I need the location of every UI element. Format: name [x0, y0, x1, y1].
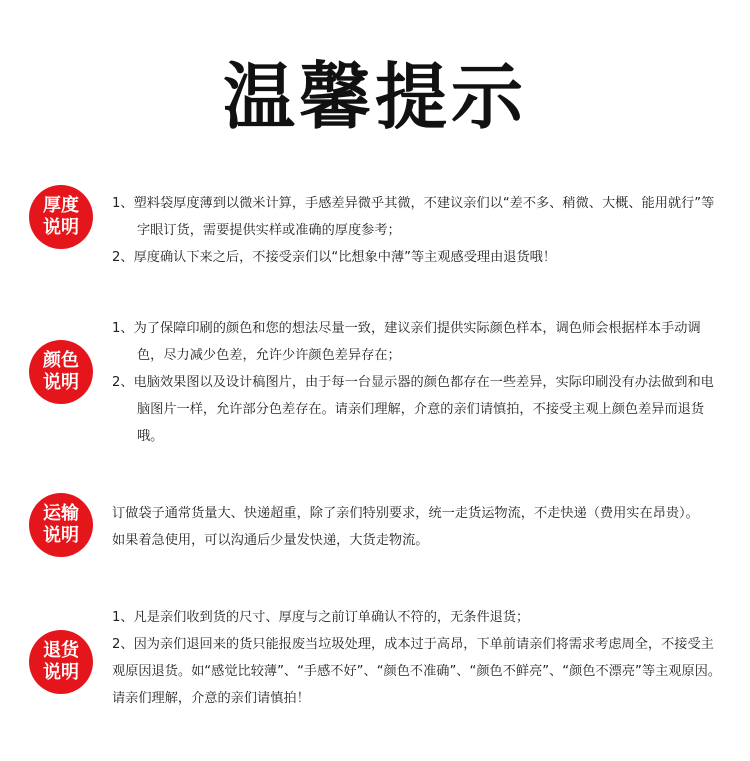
badge-line1: 厚度: [43, 195, 79, 216]
returns-badge: [29, 630, 93, 694]
returns-item-1: 1、凡是亲们收到货的尺寸、厚度与之前订单确认不符的，无条件退货；: [112, 610, 530, 625]
thickness-item-2: 2、厚度确认下来之后，不接受亲们以“比想象中薄”等主观感受理由退货哦！: [112, 250, 557, 265]
badge-line1: 退货: [43, 640, 79, 661]
badge-line2: 说明: [43, 662, 79, 683]
color-text: [112, 315, 724, 450]
page-title: 温馨提示: [222, 55, 527, 139]
shipping-item-1: 订做袋子通常货量大、快递超重，除了亲们特别要求，统一走货运物流，不走快递（费用实在昂贵）。如果着急使用，可以沟通后少量发快递，大货走物流。: [112, 506, 699, 548]
returns-item-2: 2、因为亲们退回来的货只能报废当垃圾处理，成本过于高昂，下单前请亲们将需求考虑周全，不接受主观原因退货。如“感觉比较薄”、“手感不好”、“颜色不准确”、“颜色不鲜亮”、“颜色不漂亮”等主观原因。请亲们理解，介意的亲们请慎拍！: [112, 637, 722, 706]
color-badge: [29, 340, 93, 404]
shipping-badge: [29, 493, 93, 557]
color-item-2: 2、电脑效果图以及设计稿图片，由于每一台显示器的颜色都存在一些差异，实际印刷没有办法做到和电脑图片一样，允许部分色差存在。请亲们理解，介意的亲们请慎拍，不接受主观上颜色差异而退货哦。: [112, 375, 714, 444]
badge-line2: 说明: [43, 525, 79, 546]
badge-line1: 颜色: [43, 350, 79, 371]
badge-line2: 说明: [43, 372, 79, 393]
thickness-text: [112, 190, 724, 271]
thickness-item-1: 1、塑料袋厚度薄到以微米计算，手感差异微乎其微，不建议亲们以“差不多、稍微、大概、能用就行”等字眼订货，需要提供实样或准确的厚度参考；: [112, 196, 715, 238]
badge-line2: 说明: [43, 217, 79, 238]
badge-line1: 运输: [43, 503, 79, 524]
color-item-1: 1、为了保障印刷的颜色和您的想法尽量一致，建议亲们提供实际颜色样本，调色师会根据样本手动调色，尽力减少色差，允许少许颜色差异存在；: [112, 321, 701, 363]
thickness-badge: [29, 185, 93, 249]
returns-text: [112, 604, 724, 712]
shipping-text: [112, 500, 710, 554]
